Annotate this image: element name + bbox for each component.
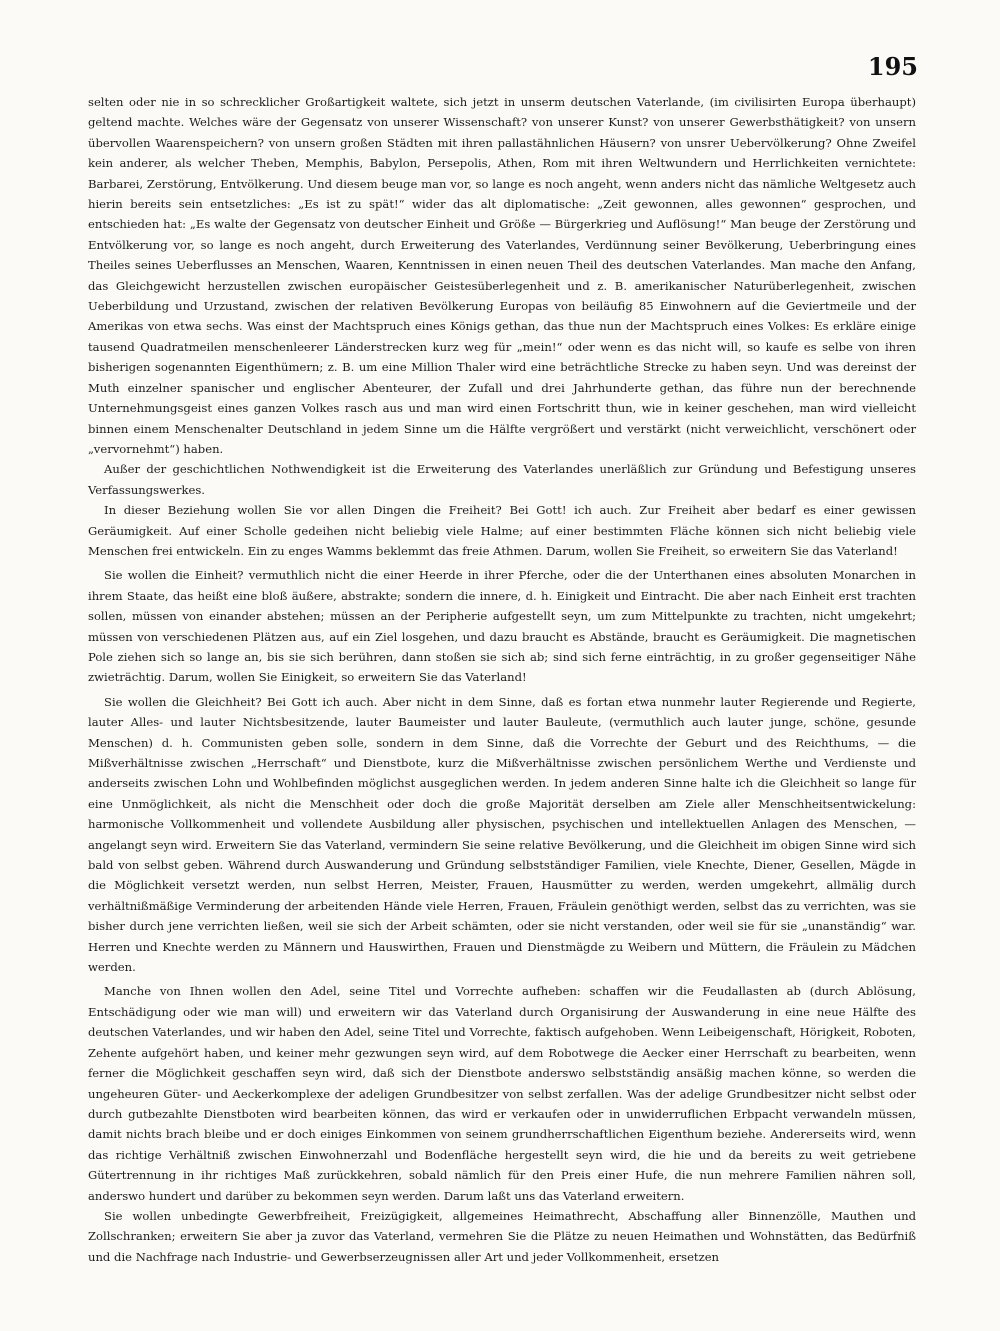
paragraph-6: Manche von Ihnen wollen den Adel, seine Titel und Vorrechte aufheben: schaffen wir die Feudallasten ab (durch Ablösung, Entschädigung oder wie man will) und erweitern wir das Vaterland durch Organisirung der Auswanderung in eine neue Hälfte des deutschen Vaterlandes, und wir haben den Adel, seine Titel und Vorrechte, faktisch aufgehoben. Wenn Leibeigenschaft, Hörigkeit, Roboten, Zehente aufgehört haben, und keiner mehr gezwungen seyn wird, auf dem Robotwege die Aecker einer Herrschaft zu bearbeiten, wenn ferner die Möglichkeit geschaffen seyn wird, daß sich der Dienstbote anderswo selbstständig ansäßig machen könne, so werden die ungeheuren Güter- und Aeckerkomplexe der adeligen Grundbesitzer von selbst zerfallen. Was der adelige Grundbesitzer nicht selbst oder durch gutbezahlte Dienstboten wird bearbeiten können, das wird er verkaufen oder in unwiderruflichen Erbpacht verwandeln müssen, damit nichts brach bleibe und er doch einiges Einkommen von seinem grundherrschaftlichen Eigenthum beziehe. Andererseits wird, wenn das richtige Verhältniß zwischen Einwohnerzahl und Bodenfläche hergestellt seyn wird, die hie und da bereits zu weit getriebene Gütertrennung in ihr richtiges Maß zurückkehren, sobald nämlich für den Preis einer Hufe, die nun mehrere Familien nähren soll, anderswo hundert und darüber zu bekommen seyn werden. Darum laßt uns das Vaterland erweitern. (88, 984, 916, 1203)
body-text (88, 92, 916, 1267)
paragraph-1: selten oder nie in so schrecklicher Großartigkeit waltete, sich jetzt in unserm deutschen Vaterlande, (im civilisirten Europa überhaupt) geltend machte. Welches wäre der Gegensatz von unserer Wissenschaft? von unserer Kunst? von unserer Gewerbsthätigkeit? von unsern übervollen Waarenspeichern? von unsern großen Städten mit ihren pallastähnlichen Häusern? von unsrer Uebervölkerung? Ohne Zweifel kein anderer, als welcher Theben, Memphis, Babylon, Persepolis, Athen, Rom mit ihren Weltwundern und Herrlichkeiten vernichtete: Barbarei, Zerstörung, Entvölkerung. Und diesem beuge man vor, so lange es noch angeht, wenn anders nicht das nämliche Weltgesetz auch hierin bereits sein entsetzliches: „Es ist zu spät!“ wider das alt diplomatische: „Zeit gewonnen, alles gewonnen“ gesprochen, und entschieden hat: „Es walte der Gegensatz von deutscher Einheit und Größe — Bürgerkrieg und Auflösung!“ Man beuge der Zerstörung und Entvölkerung vor, so lange es noch angeht, durch Erweiterung des Vaterlandes, Verdünnung seiner Bevölkerung, Ueberbringung eines Theiles seines Ueberflusses an Menschen, Waaren, Kenntnissen in einen neuen Theil des deutschen Vaterlandes. Man mache den Anfang, das Gleichgewicht herzustellen zwischen europäischer Geistesüberlegenheit und z. B. amerikanischer Naturüberlegenheit, zwischen Ueberbildung und Urzustand, zwischen der relativen Bevölkerung Europas von beiläufig 85 Einwohnern auf die Geviertmeile und der Amerikas von etwa sechs. Was einst der Machtspruch eines Königs gethan, das thue nun der Machtspruch eines Volkes: Es erkläre einige tausend Quadratmeilen menschenleerer Länderstrecken kurz weg für „mein!“ oder wenn es das nicht will, so kaufe es selbe von ihren bisherigen sogenannten Eigenthümern; z. B. um eine Million Thaler wird eine beträchtliche Strecke zu haben seyn. Und was dereinst der Muth einzelner spanischer und englischer Abenteurer, der Zufall und drei Jahrhunderte gethan, das führe nun der berechnende Unternehmungsgeist eines ganzen Volkes rasch aus und man wird einen Fortschritt thun, wie in keiner geschehen, man wird vielleicht binnen einem Menschenalter Deutschland in jedem Sinne um die Hälfte vergrößert und verstärkt (nicht verweichlicht, verschönert oder „vervornehmt“) haben. (88, 95, 916, 456)
paragraph-4: Sie wollen die Einheit? vermuthlich nicht die einer Heerde in ihrer Pferche, oder die der Unterthanen eines absoluten Monarchen in ihrem Staate, das heißt eine bloß äußere, abstrakte; sondern die innere, d. h. Einigkeit und Eintracht. Die aber nach Einheit erst trachten sollen, müssen von einander abstehen; müssen an der Peripherie aufgestellt seyn, um zum Mittelpunkte zu trachten, nicht umgekehrt; müssen von verschiedenen Plätzen aus, auf ein Ziel losgehen, und dazu braucht es Abstände, braucht es Geräumigkeit. Die magnetischen Pole ziehen sich so lange an, bis sie sich berühren, dann stoßen sie sich ab; sind sich ferne einträchtig, in zu großer gegenseitiger Nähe zwieträchtig. Darum, wollen Sie Einigkeit, so erweitern Sie das Vaterland! (88, 568, 916, 685)
paragraph-5: Sie wollen die Gleichheit? Bei Gott ich auch. Aber nicht in dem Sinne, daß es fortan etwa nunmehr lauter Regierende und Regierte, lauter Alles- und lauter Nichtsbesitzende, lauter Baumeister und lauter Bauleute, (vermuthlich auch lauter junge, schöne, gesunde Menschen) d. h. Communisten geben solle, sondern in dem Sinne, daß die Vorrechte der Geburt und des Reichthums, — die Mißverhältnisse zwischen „Herrschaft“ und Dienstbote, kurz die Mißverhältnisse zwischen persönlichem Werthe und Verdienste und anderseits zwischen Lohn und Wohlbefinden möglichst ausgeglichen werden. In jedem anderen Sinne halte ich die Gleichheit so lange für eine Unmöglichkeit, als nicht die Menschheit oder doch die große Majorität derselben am Ziele aller Menschheitsentwickelung: harmonische Vollkommenheit und vollendete Ausbildung aller physischen, psychischen und intellektuellen Anlagen des Menschen, — angelangt seyn wird. Erweitern Sie das Vaterland, vermindern Sie seine relative Bevölkerung, und die Gleichheit im obigen Sinne wird sich bald von selbst geben. Während durch Auswanderung und Gründung selbstständiger Familien, viele Knechte, Diener, Gesellen, Mägde in die Möglichkeit versetzt werden, nun selbst Herren, Meister, Frauen, Hausmütter zu werden, werden umgekehrt, allmälig durch verhältnißmäßige Verminderung der arbeitenden Hände viele Herren, Frauen, Fräulein genöthigt werden, selbst das zu verrichten, was sie bisher durch jene verrichten ließen, weil sie sich der Arbeit schämten, oder sie nicht verstanden, oder weil sie für sie „unanständig“ war. Herren und Knechte werden zu Männern und Hauswirthen, Frauen und Dienstmägde zu Weibern und Müttern, die Fräulein zu Mädchen werden. (88, 694, 916, 975)
paragraph-7: Sie wollen unbedingte Gewerbfreiheit, Freizügigkeit, allgemeines Heimathrecht, Abschaffung aller Binnenzölle, Mauthen und Zollschranken; erweitern Sie aber ja zuvor das Vaterland, vermehren Sie die Plätze zu neuen Heimathen und Wohnstätten, das Bedürfniß und die Nachfrage nach Industrie- und Gewerbserzeugnissen aller Art und jeder Vollkommenheit, ersetzen (88, 1208, 916, 1264)
paragraph-2: Außer der geschichtlichen Nothwendigkeit ist die Erweiterung des Vaterlandes unerläßlich zur Gründung und Befestigung unseres Verfassungswerkes. (88, 462, 916, 497)
page-number: 195 (867, 52, 918, 81)
paragraph-3: In dieser Beziehung wollen Sie vor allen Dingen die Freiheit? Bei Gott! ich auch. Zur Freiheit aber bedarf es einer gewissen Geräumigkeit. Auf einer Scholle gedeihen nicht beliebig viele Halme; auf einer bestimmten Fläche können sich nicht beliebig viele Menschen frei entwickeln. Ein zu enges Wamms beklemmt das freie Athmen. Darum, wollen Sie Freiheit, so erweitern Sie das Vaterland! (88, 503, 916, 558)
